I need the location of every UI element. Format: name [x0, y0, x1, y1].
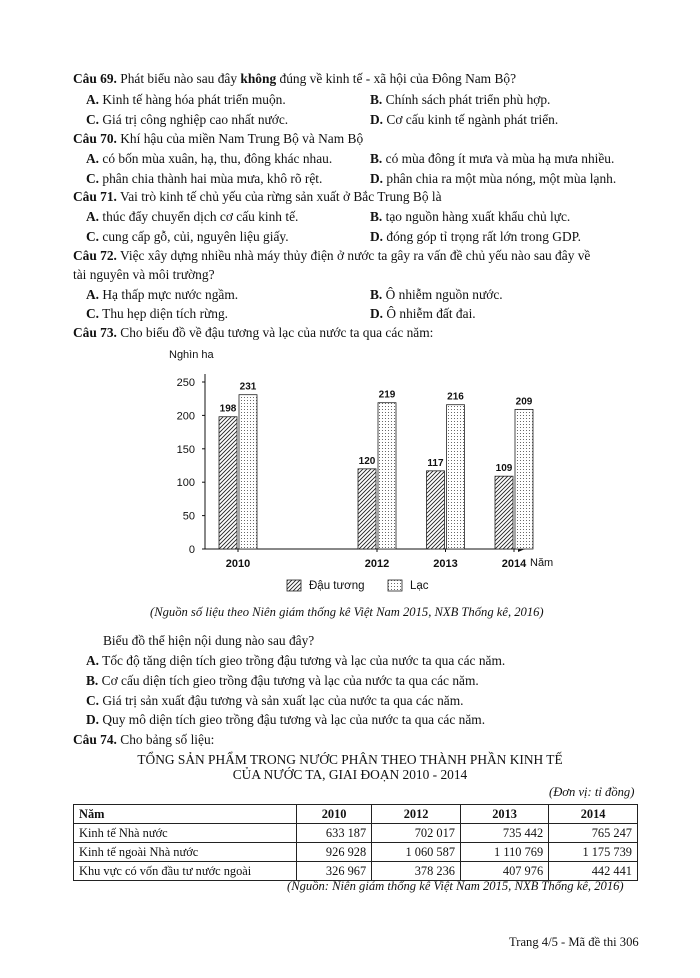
option-70-c — [86, 172, 322, 185]
table-row-label: Khu vực có vốn đầu tư nước ngoài — [74, 862, 297, 881]
question-number: Câu 73. — [73, 325, 117, 340]
question-73-prompt: Biểu đồ thể hiện nội dung nào sau đây? — [103, 633, 315, 648]
table-header-cell: 2010 — [297, 805, 372, 824]
table-header-cell: 2014 — [549, 805, 638, 824]
option-71-d — [370, 230, 581, 243]
page-footer: Trang 4/5 - Mã đề thi 306 — [509, 935, 639, 949]
option-letter: A. — [86, 151, 100, 166]
data-label: 216 — [447, 391, 464, 403]
option-text: Giá trị công nghiệp cao nhất nước. — [102, 112, 289, 127]
option-text: đóng góp tỉ trọng rất lớn trong GDP. — [386, 229, 581, 244]
table-row-label: Kinh tế Nhà nước — [74, 824, 297, 843]
question-text: Phát biểu nào sau đây — [120, 71, 238, 86]
option-73-b — [86, 674, 479, 687]
table-row — [74, 862, 638, 881]
x-axis-label: Năm — [530, 557, 554, 569]
option-letter: B. — [370, 92, 383, 107]
option-letter: C. — [86, 693, 100, 708]
option-72-b — [370, 288, 503, 301]
data-label: 219 — [378, 389, 396, 401]
bar-lac — [239, 395, 257, 549]
bar-chart — [150, 342, 570, 607]
legend-label: Lạc — [410, 580, 429, 592]
y-tick-label: 50 — [182, 510, 195, 523]
table-title: TỔNG SẢN PHẨM TRONG NƯỚC PHÂN THEO THÀNH PHẦN KINH TẾ — [137, 752, 563, 767]
option-text: cung cấp gỗ, củi, nguyên liệu giấy. — [102, 229, 289, 244]
table-header-cell: 2013 — [461, 805, 549, 824]
question-71-stem — [73, 190, 442, 203]
option-letter: B. — [370, 151, 383, 166]
option-text: Tốc độ tăng diện tích gieo trồng đậu tương và lạc của nước ta qua các năm. — [102, 653, 506, 668]
x-tick-label: 2013 — [433, 558, 458, 570]
question-72-stem — [73, 249, 590, 262]
option-71-b — [370, 210, 570, 223]
option-70-b — [370, 152, 614, 165]
question-text: Khí hậu của miền Nam Trung Bộ và Nam Bộ — [120, 131, 364, 146]
table-cell: 1 060 587 — [372, 843, 461, 862]
option-text: Chính sách phát triển phù hợp. — [385, 92, 551, 107]
data-label: 109 — [495, 463, 513, 475]
option-text: Ô nhiễm đất đai. — [386, 306, 476, 321]
question-emphasis: không — [240, 71, 277, 86]
option-text: phân chia ra một mùa nóng, một mùa lạnh. — [386, 171, 617, 186]
y-tick-label: 0 — [188, 544, 195, 556]
x-tick-label: 2014 — [501, 558, 527, 570]
table-cell: 378 236 — [372, 862, 461, 881]
option-letter: D. — [370, 229, 384, 244]
table-cell: 407 976 — [461, 862, 549, 881]
table-unit: (Đơn vị: tỉ đồng) — [549, 785, 635, 799]
option-70-d — [370, 172, 616, 185]
bar-dau-tuong — [495, 476, 513, 549]
question-70-stem — [73, 132, 363, 145]
table-cell: 765 247 — [549, 824, 638, 843]
question-number: Câu 70. — [73, 131, 117, 146]
question-number: Câu 69. — [73, 71, 117, 86]
option-letter: A. — [86, 92, 100, 107]
option-text: Hạ thấp mực nước ngầm. — [102, 287, 239, 302]
option-73-c — [86, 694, 463, 707]
table-cell: 1 110 769 — [461, 843, 549, 862]
table-cell: 702 017 — [372, 824, 461, 843]
y-tick-label: 200 — [176, 410, 195, 423]
data-table — [73, 804, 638, 881]
option-69-b — [370, 93, 550, 106]
data-label: 198 — [219, 403, 237, 415]
option-69-a — [86, 93, 286, 106]
option-letter: B. — [370, 287, 383, 302]
legend-swatch — [388, 580, 402, 591]
option-72-c — [86, 307, 228, 320]
table-cell: 926 928 — [297, 843, 372, 862]
question-text: Việc xây dựng nhiều nhà máy thủy điện ở nước ta gây ra vấn đề chủ yếu nào sau đây về — [120, 248, 591, 263]
option-letter: A. — [86, 653, 100, 668]
table-header-cell: Năm — [74, 805, 297, 824]
option-letter: D. — [370, 306, 384, 321]
option-letter: D. — [370, 112, 384, 127]
question-74-stem — [73, 733, 214, 746]
data-label: 209 — [515, 396, 533, 408]
bar-lac — [378, 403, 396, 549]
question-number: Câu 74. — [73, 732, 117, 747]
option-letter: D. — [86, 712, 100, 727]
option-letter: C. — [86, 306, 100, 321]
question-text: đúng về kinh tế - xã hội của Đông Nam Bộ? — [279, 71, 517, 86]
question-73-stem — [73, 326, 433, 339]
option-72-d — [370, 307, 476, 320]
option-71-c — [86, 230, 289, 243]
option-text: Thu hẹp diện tích rừng. — [102, 306, 229, 321]
table-source-note: (Nguồn: Niên giám thống kê Việt Nam 2015, NXB Thống kê, 2016) — [287, 879, 624, 893]
table-cell: 326 967 — [297, 862, 372, 881]
question-text: Cho bảng số liệu: — [120, 732, 215, 747]
option-70-a — [86, 152, 332, 165]
table-cell: 633 187 — [297, 824, 372, 843]
option-text: Cơ cấu kinh tế ngành phát triển. — [386, 112, 559, 127]
option-letter: A. — [86, 209, 100, 224]
option-73-a — [86, 654, 505, 667]
option-letter: C. — [86, 229, 100, 244]
option-text: tạo nguồn hàng xuất khẩu chủ lực. — [385, 209, 571, 224]
option-69-d — [370, 113, 558, 126]
bar-dau-tuong — [358, 469, 376, 549]
option-text: có mùa đông ít mưa và mùa hạ mưa nhiều. — [385, 151, 615, 166]
table-row — [74, 843, 638, 862]
table-row — [74, 824, 638, 843]
data-label: 231 — [239, 381, 257, 393]
question-69-stem — [73, 72, 516, 85]
question-text: Cho biểu đồ về đậu tương và lạc của nước ta qua các năm: — [120, 325, 434, 340]
table-header-cell: 2012 — [372, 805, 461, 824]
option-71-a — [86, 210, 298, 223]
chart-source-note: (Nguồn số liệu theo Niên giám thống kê Việt Nam 2015, NXB Thống kê, 2016) — [150, 605, 544, 619]
option-text: thúc đẩy chuyển dịch cơ cấu kinh tế. — [102, 209, 299, 224]
option-letter: A. — [86, 287, 100, 302]
y-tick-label: 100 — [176, 477, 195, 490]
y-tick-label: 250 — [176, 377, 195, 389]
bar-dau-tuong — [219, 417, 237, 549]
option-text: Quy mô diện tích gieo trồng đậu tương và lạc của nước ta qua các năm. — [102, 712, 486, 727]
legend-label: Đậu tương — [309, 580, 365, 592]
table-cell: 735 442 — [461, 824, 549, 843]
option-69-c — [86, 113, 288, 126]
bar-dau-tuong — [427, 471, 445, 549]
option-text: Giá trị sản xuất đậu tương và sản xuất lạc của nước ta qua các năm. — [102, 693, 464, 708]
table-cell: 442 441 — [549, 862, 638, 881]
option-letter: C. — [86, 112, 100, 127]
option-letter: B. — [370, 209, 383, 224]
question-number: Câu 72. — [73, 248, 117, 263]
table-row-label: Kinh tế ngoài Nhà nước — [74, 843, 297, 862]
table-cell: 1 175 739 — [549, 843, 638, 862]
option-text: Ô nhiễm nguồn nước. — [385, 287, 503, 302]
data-label: 117 — [427, 457, 444, 469]
x-tick-label: 2010 — [225, 558, 251, 570]
y-axis-label: Nghìn ha — [169, 349, 214, 361]
data-label: 120 — [358, 455, 376, 467]
table-title-line2: CỦA NƯỚC TA, GIAI ĐOẠN 2010 - 2014 — [232, 767, 468, 782]
option-text: Cơ cấu diện tích gieo trồng đậu tương và lạc của nước ta qua các năm. — [101, 673, 479, 688]
question-text: Vai trò kinh tế chủ yếu của rừng sản xuất ở Bắc Trung Bộ là — [120, 189, 442, 204]
option-letter: D. — [370, 171, 384, 186]
option-text: phân chia thành hai mùa mưa, khô rõ rệt. — [102, 171, 323, 186]
table-header-row — [74, 805, 638, 824]
option-text: có bốn mùa xuân, hạ, thu, đông khác nhau. — [102, 151, 333, 166]
bar-lac — [515, 409, 533, 549]
legend-swatch — [287, 580, 301, 591]
option-72-a — [86, 288, 238, 301]
option-text: Kinh tế hàng hóa phát triển muộn. — [102, 92, 286, 107]
question-72-stem-continued: tài nguyên và môi trường? — [73, 267, 215, 282]
option-letter: B. — [86, 673, 99, 688]
option-letter: C. — [86, 171, 100, 186]
x-tick-label: 2012 — [364, 558, 390, 570]
y-tick-label: 150 — [176, 443, 195, 456]
bar-lac — [447, 405, 465, 549]
option-73-d — [86, 713, 485, 726]
question-number: Câu 71. — [73, 189, 117, 204]
